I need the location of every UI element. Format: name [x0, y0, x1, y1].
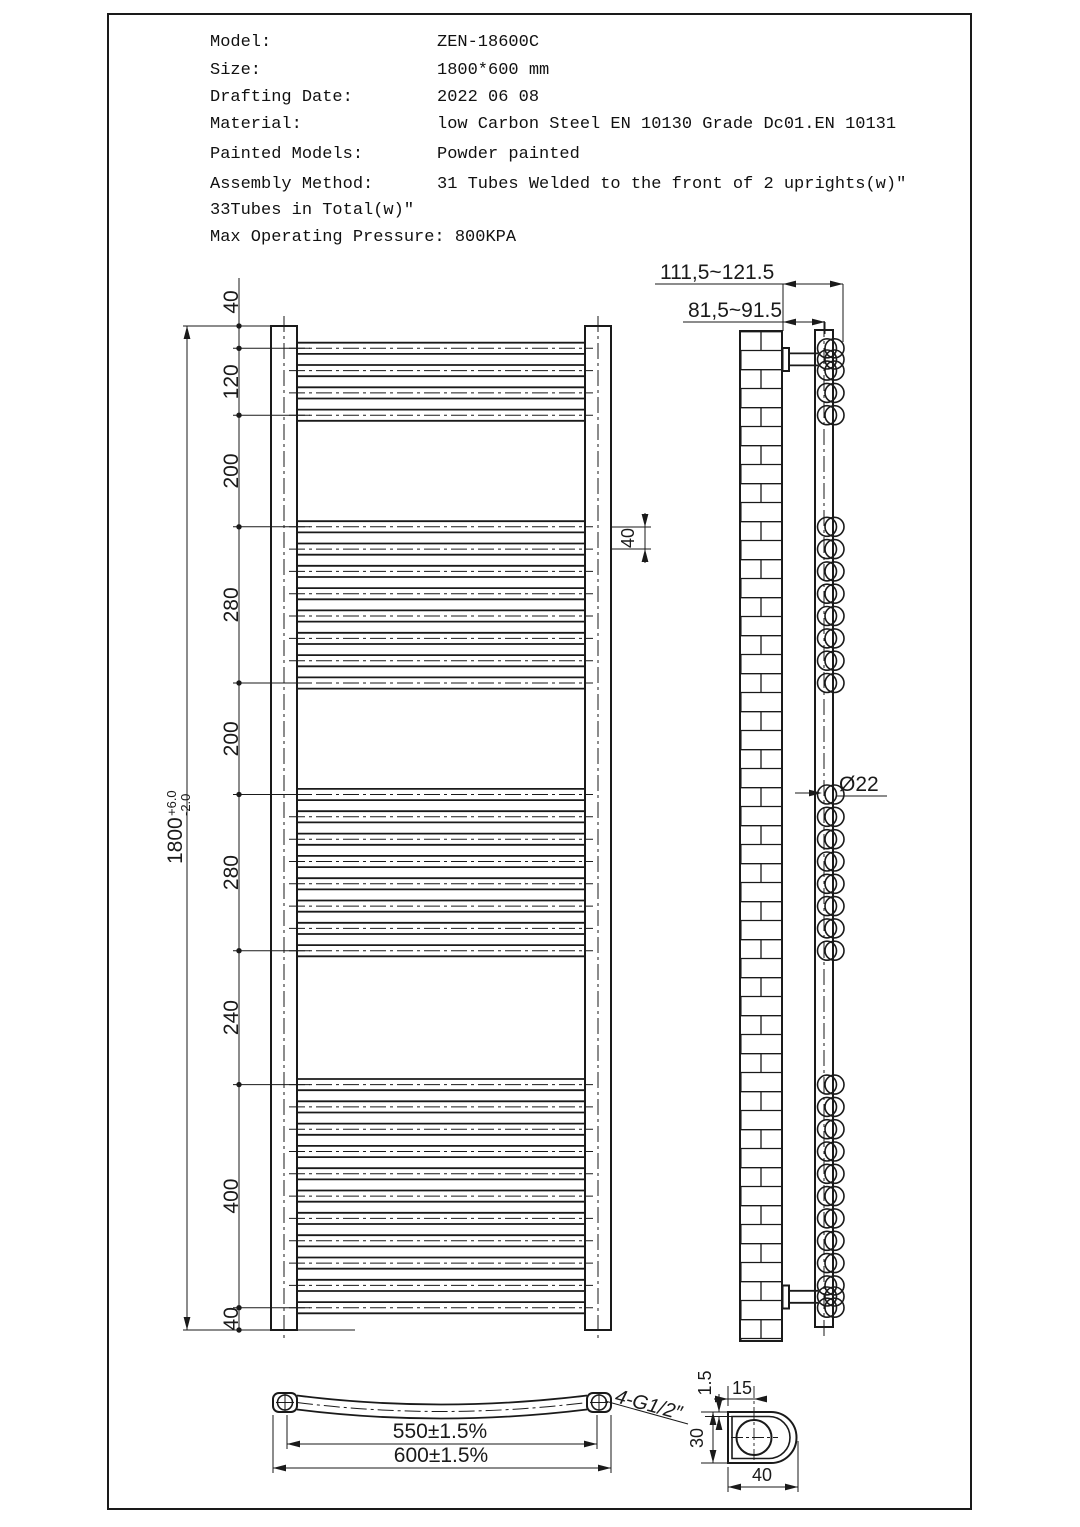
spec-value: 31 Tubes Welded to the front of 2 uprights(w)″ — [437, 175, 907, 194]
spec-label: Model: — [210, 33, 272, 52]
dim-arrow — [584, 1441, 597, 1448]
dim-arrow — [287, 1441, 300, 1448]
chain-tick-dot — [236, 323, 241, 328]
dim-arrow — [783, 319, 796, 326]
spec-value: Powder painted — [437, 145, 580, 164]
dim-arrow — [642, 514, 649, 527]
chain-tick-dot — [236, 413, 241, 418]
dim-arrow — [785, 1484, 798, 1491]
left-upright — [271, 326, 297, 1330]
wall-to-center-label: 81,5~91.5 — [688, 299, 783, 322]
chain-dim-label: 240 — [220, 1000, 243, 1036]
dim-arrow — [273, 1465, 286, 1472]
right-upright — [585, 326, 611, 1330]
dim-arrow — [642, 549, 649, 562]
wall-section — [740, 331, 782, 1341]
wall-bracket-bottom — [783, 1286, 819, 1309]
spec-note: 33Tubes in Total(w)″ — [210, 201, 415, 220]
chain-tick-dot — [236, 948, 241, 953]
chain-tick-dot — [236, 792, 241, 797]
curved-tube-front-edge — [297, 1396, 587, 1405]
width-label: 40 — [751, 1465, 773, 1485]
spec-note: Max Operating Pressure: 800KPA — [210, 228, 517, 247]
bottom-view — [273, 1386, 688, 1425]
title-block — [210, 33, 906, 247]
dim-arrow — [184, 1317, 191, 1330]
bottom-dimensions — [273, 1415, 611, 1473]
overall-width-label: 600±1.5% — [393, 1444, 489, 1467]
chain-dim-label: 120 — [220, 364, 243, 400]
height-label: 30 — [687, 1427, 707, 1449]
chain-dim-label: 280 — [220, 587, 243, 623]
dim-arrow — [598, 1465, 611, 1472]
spec-label: Assembly Method: — [210, 175, 374, 194]
dim-arrow — [754, 1396, 767, 1403]
dim-arrow — [783, 281, 796, 288]
chain-tick-dot — [236, 1082, 241, 1087]
overall-plus-tol: +6.0 — [164, 790, 179, 816]
overall-dim-label — [164, 790, 193, 864]
spec-value: 1800*600 mm — [437, 61, 550, 80]
chain-dim-label: 40 — [220, 290, 243, 314]
spec-value: 2022 06 08 — [437, 88, 540, 107]
dim-arrow — [716, 1417, 723, 1430]
dim-arrow — [710, 1412, 717, 1425]
pitch-dim-label: 40 — [618, 527, 638, 549]
chain-tick-dot — [236, 680, 241, 685]
chain-dim-label: 280 — [220, 855, 243, 891]
chain-dim-label: 400 — [220, 1178, 243, 1214]
dim-arrow — [830, 281, 843, 288]
centers-width-label: 550±1.5% — [392, 1420, 488, 1443]
dim-arrow — [710, 1450, 717, 1463]
tube-array — [289, 343, 593, 1314]
tube-diameter-label: Ø22 — [839, 773, 879, 796]
overall-value: 1800 — [164, 817, 187, 864]
bracket-flange — [783, 348, 790, 371]
wall-to-front-label: 111,5~121.5 — [660, 261, 775, 284]
curved-tube-back-edge — [297, 1410, 587, 1419]
dim-arrow — [812, 319, 825, 326]
chain-dim-label: 200 — [220, 453, 243, 489]
dim-arrow — [728, 1484, 741, 1491]
spec-value: ZEN-18600C — [437, 33, 540, 52]
spec-value: low Carbon Steel EN 10130 Grade Dc01.EN 10131 — [437, 115, 897, 134]
wall-bracket-top — [783, 348, 819, 371]
thickness-label: 1.5 — [695, 1370, 715, 1396]
spec-label: Size: — [210, 61, 262, 80]
front-dimensions — [164, 278, 651, 1333]
thread-label: 4-G1/2″ — [612, 1385, 685, 1425]
chain-tick-dot — [236, 524, 241, 529]
spec-label: Painted Models: — [210, 145, 364, 164]
hole-offset-label: 15 — [731, 1378, 753, 1398]
front-view — [271, 316, 611, 1340]
side-view — [740, 321, 844, 1341]
chain-dim-label: 40 — [220, 1307, 243, 1331]
chain-tick-dot — [236, 346, 241, 351]
spec-label: Material: — [210, 115, 302, 134]
overall-minus-tol: -2.0 — [178, 793, 193, 816]
chain-dim-label: 200 — [220, 721, 243, 757]
bracket-flange — [783, 1286, 790, 1309]
dim-arrow — [184, 326, 191, 339]
spec-label: Drafting Date: — [210, 88, 353, 107]
